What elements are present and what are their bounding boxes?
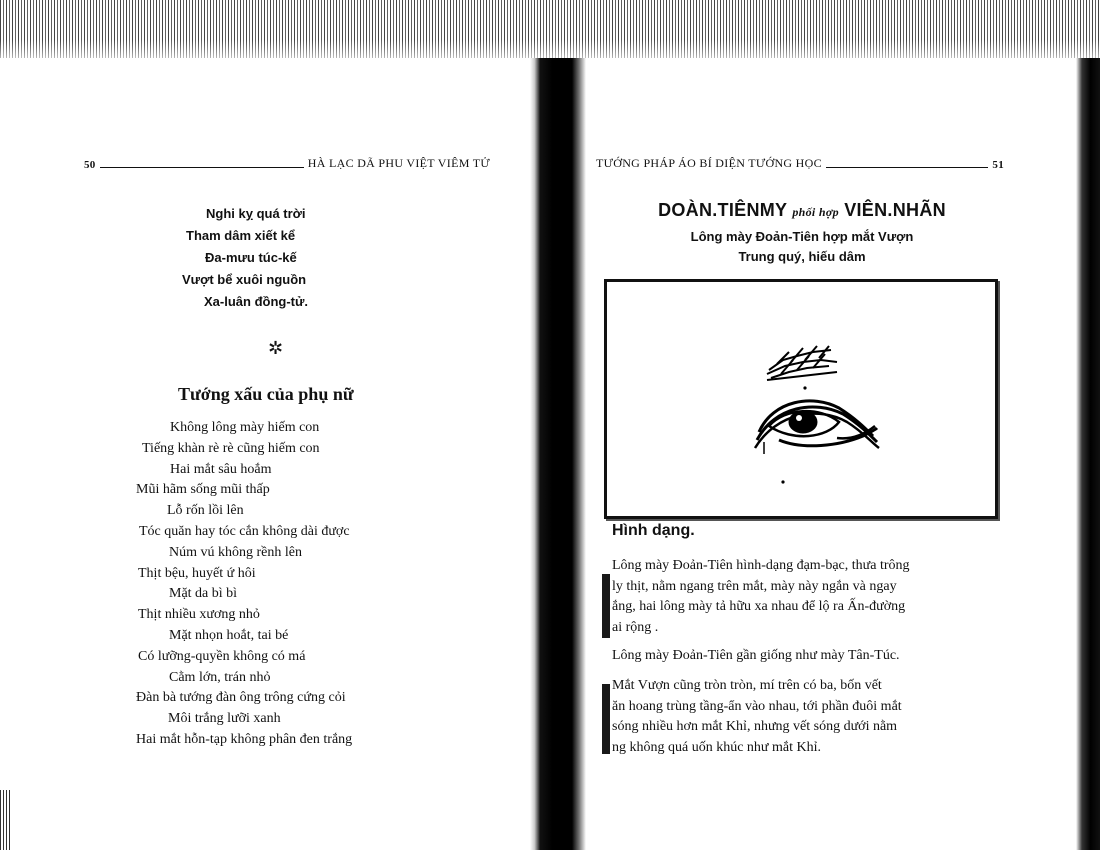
poem-line: Cằm lớn, trán nhỏ xyxy=(169,669,271,685)
right-running-head xyxy=(596,156,1004,171)
poem-line: Mũi hãm sống mũi thấp xyxy=(136,482,270,498)
poem-line: Môi trắng lưỡi xanh xyxy=(168,711,281,727)
paragraph-line: sóng nhiều hơn mắt Khỉ, nhưng vết sóng dưới nằm xyxy=(612,719,898,734)
heading-left: DOÀN.TIÊNMY xyxy=(658,200,788,220)
running-head-rule xyxy=(826,159,988,168)
right-running-title: TƯỚNG PHÁP ÁO BÍ DIỆN TƯỚNG HỌC xyxy=(596,156,822,170)
opening-poem xyxy=(176,203,308,313)
ornament-asterisk: ✲ xyxy=(268,338,284,358)
poem-line: Hai mắt hỗn-tạp không phân đen trắng xyxy=(136,731,353,747)
heading-conjunction: phối hợp xyxy=(792,205,839,219)
form-title: Hình dạng. xyxy=(612,522,695,539)
subheading-1: Lông mày Đoản-Tiên hợp mắt Vượn xyxy=(690,229,914,244)
paragraph-line: ng không quá uốn khúc như mắt Khỉ. xyxy=(612,739,822,755)
book-gutter xyxy=(530,58,586,850)
ink-smudge xyxy=(602,684,610,754)
paragraph-3 xyxy=(612,676,1000,758)
left-running-head xyxy=(84,156,490,171)
heading-main xyxy=(596,200,1008,221)
ink-smudge xyxy=(602,574,610,638)
section-title: Tướng xấu của phụ nữ xyxy=(178,384,354,404)
left-running-title: HÀ LẠC DÃ PHU VIỆT VIÊM TỬ xyxy=(307,156,490,170)
poem-line: Tóc quăn hay tóc cắn không dài được xyxy=(139,523,350,539)
paragraph-line: ăn hoang trùng tầng-ẩn vào nhau, tới phần đuôi mắt xyxy=(612,698,902,714)
left-edge-shadow xyxy=(0,790,10,850)
eyebrow-eye-illustration xyxy=(604,279,998,519)
left-page-number: 50 xyxy=(84,159,96,171)
poem-line: Thịt nhiều xương nhỏ xyxy=(138,607,260,623)
eyebrow-icon xyxy=(767,346,837,380)
poem-line: Núm vú không rềnh lên xyxy=(169,544,302,560)
opening-poem-line: Đa-mưu túc-kế xyxy=(205,250,297,265)
dot-mark xyxy=(781,480,784,483)
poem-line: Mặt nhọn hoắt, tai bé xyxy=(169,627,289,643)
paragraph-line: ai rộng . xyxy=(612,619,659,635)
poem-line: Lỗ rốn lồi lên xyxy=(167,503,244,519)
right-edge-shadow xyxy=(1076,58,1100,850)
paragraph-1 xyxy=(612,556,1000,638)
heading-right: VIÊN.NHÃN xyxy=(844,200,946,220)
poem-line: Đàn bà tướng đàn ông trông cứng cỏi xyxy=(136,690,346,706)
opening-poem-line: Vượt bể xuôi nguồn xyxy=(182,272,307,287)
opening-poem-line: Xa-luân đồng-tử. xyxy=(204,294,309,309)
illustration-drawing xyxy=(607,282,995,516)
paragraph-2: Lông mày Đoản-Tiên gần giống như mày Tân-Túc. xyxy=(612,648,900,663)
poem-body xyxy=(136,418,352,751)
poem-line: Tiếng khàn rè rè cũng hiếm con xyxy=(142,440,320,456)
paragraph-line: ắng, hai lông mày tả hữu xa nhau để lộ ra Ấn-đường xyxy=(612,599,906,614)
opening-poem-line: Tham dâm xiết kể xyxy=(186,228,296,243)
poem-line: Hai mắt sâu hoắm xyxy=(170,461,272,477)
paragraph-line: Lông mày Đoản-Tiên hình-dạng đạm-bạc, thưa trông xyxy=(612,558,910,573)
paragraph-line: Mắt Vượn cũng tròn tròn, mí trên có ba, bốn vết xyxy=(612,678,882,693)
poem-line: Có lưỡng-quyền không có má xyxy=(138,648,306,664)
paragraph-line: ly thịt, nằm ngang trên mắt, mày này ngắn và ngay xyxy=(612,578,897,594)
poem-line: Thịt bệu, huyết ứ hôi xyxy=(138,565,256,581)
poem-line: Không lông mày hiếm con xyxy=(170,420,320,435)
opening-poem-line: Nghi kỵ quá trời xyxy=(206,206,306,221)
subheading-2: Trung quý, hiếu dâm xyxy=(738,249,866,264)
eye-icon xyxy=(755,401,879,448)
poem-line: Mặt da bì bì xyxy=(169,586,238,602)
running-head-rule xyxy=(100,159,304,168)
dot-mark xyxy=(803,386,806,389)
right-page-number: 51 xyxy=(992,159,1004,171)
right-heading xyxy=(596,200,1008,267)
